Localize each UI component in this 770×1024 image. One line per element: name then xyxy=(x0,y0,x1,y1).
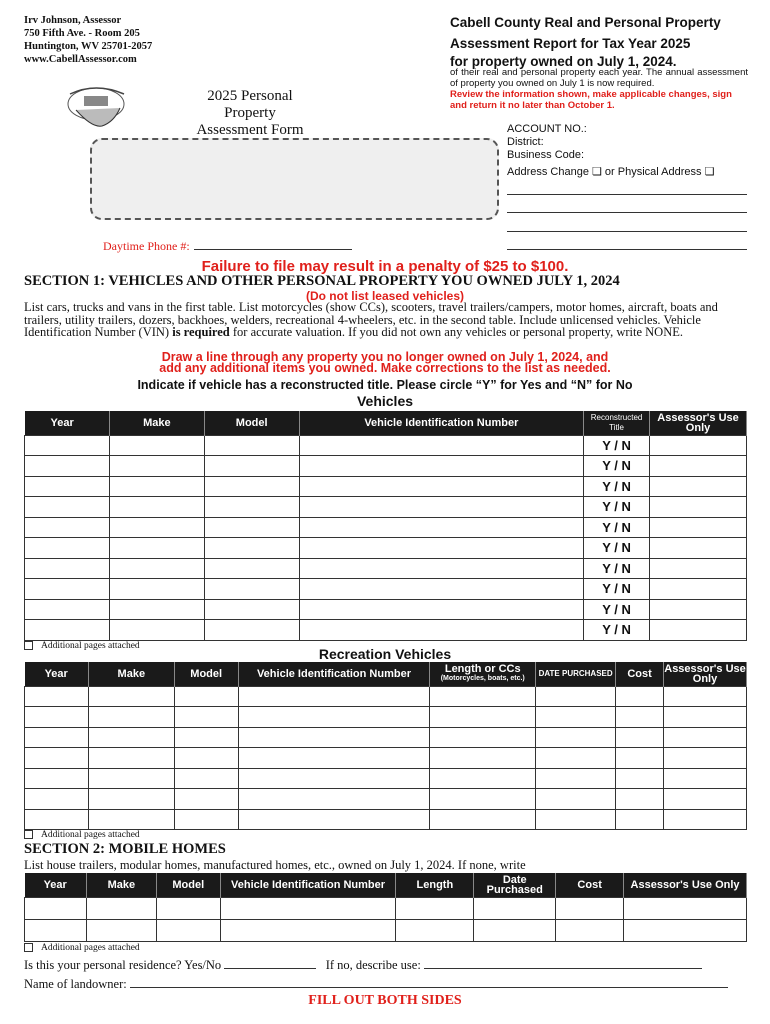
table-cell[interactable] xyxy=(536,768,616,789)
table-cell[interactable] xyxy=(109,558,204,579)
address-line[interactable] xyxy=(507,194,747,195)
report-header xyxy=(450,14,721,71)
table-row xyxy=(25,456,747,477)
no-leased-note: (Do not list leased vehicles) xyxy=(305,289,465,303)
form-title-line: 2025 Personal Property xyxy=(207,88,293,121)
col-header: Model xyxy=(174,662,238,686)
table-cell[interactable] xyxy=(156,919,220,941)
table-row xyxy=(25,789,747,810)
recreation-table-body xyxy=(25,686,747,830)
reconstructed-title-cell[interactable]: Y / N xyxy=(584,476,650,497)
table-row xyxy=(25,558,747,579)
table-row xyxy=(25,727,747,748)
assessor-website-link[interactable]: www.CabellAssessor.com xyxy=(24,54,137,65)
table-cell[interactable] xyxy=(25,748,89,769)
table-cell[interactable] xyxy=(616,686,664,707)
reconstructed-title-cell[interactable]: Y / N xyxy=(584,456,650,477)
reconstructed-title-cell[interactable]: Y / N xyxy=(584,497,650,518)
col-header: Vehicle Identification Number xyxy=(299,411,583,435)
recreation-title: Recreation Vehicles xyxy=(318,646,452,662)
additional-pages-label: Additional pages attached xyxy=(41,943,140,953)
table-cell[interactable] xyxy=(88,789,174,810)
additional-pages-checkbox-row[interactable] xyxy=(24,830,140,840)
personal-residence-question: Is this your personal residence? Yes/No xyxy=(24,958,222,972)
vehicles-title: Vehicles xyxy=(356,393,414,409)
table-row xyxy=(25,707,747,728)
table-cell[interactable] xyxy=(430,727,536,748)
col-header: Model xyxy=(156,873,220,897)
table-cell[interactable] xyxy=(616,748,664,769)
header-line: for property owned on July 1, 2024. xyxy=(450,54,677,69)
draw-line-notice xyxy=(0,352,770,374)
mobile-homes-table xyxy=(24,873,747,942)
table-cell[interactable] xyxy=(25,686,89,707)
section1-instructions xyxy=(24,301,749,339)
phone-input-line[interactable] xyxy=(194,239,352,250)
table-cell[interactable] xyxy=(204,620,299,641)
table-cell[interactable] xyxy=(109,476,204,497)
header-line: Cabell County Real and Personal Property xyxy=(450,15,721,30)
reconstructed-title-cell[interactable]: Y / N xyxy=(584,517,650,538)
table-row xyxy=(25,686,747,707)
table-cell[interactable] xyxy=(109,579,204,600)
table-cell[interactable] xyxy=(536,686,616,707)
table-cell[interactable] xyxy=(624,897,747,919)
assessor-line: 750 Fifth Ave. - Room 205 xyxy=(24,28,140,39)
table-cell[interactable] xyxy=(25,789,89,810)
fill-out-both-sides: FILL OUT BOTH SIDES xyxy=(308,993,462,1008)
table-cell[interactable] xyxy=(536,727,616,748)
table-cell[interactable] xyxy=(109,497,204,518)
residence-questions xyxy=(24,958,728,992)
draw-line-text: add any additional items you owned. Make corrections to the list as needed. xyxy=(159,361,611,375)
table-cell[interactable] xyxy=(299,620,583,641)
table-cell[interactable] xyxy=(174,707,238,728)
form-title-line: Assessment Form xyxy=(196,122,304,138)
col-header: Make xyxy=(86,873,156,897)
table-cell[interactable] xyxy=(299,599,583,620)
table-cell[interactable] xyxy=(430,768,536,789)
address-line[interactable] xyxy=(507,212,747,213)
table-cell[interactable] xyxy=(299,435,583,456)
col-header: Date Purchased xyxy=(474,873,556,897)
account-info xyxy=(507,123,714,179)
recreation-table xyxy=(24,662,747,830)
table-cell[interactable] xyxy=(109,620,204,641)
table-cell[interactable] xyxy=(109,538,204,559)
reconstructed-title-cell[interactable]: Y / N xyxy=(584,538,650,559)
county-seal-logo xyxy=(62,80,132,130)
review-notice: Review the information shown, make applicable changes, sign and return it no later than October 1. xyxy=(450,89,732,111)
table-cell[interactable] xyxy=(536,789,616,810)
table-row xyxy=(25,517,747,538)
table-cell[interactable] xyxy=(220,919,396,941)
reconstructed-title-cell[interactable]: Y / N xyxy=(584,579,650,600)
table-cell[interactable] xyxy=(109,456,204,477)
table-cell[interactable] xyxy=(299,456,583,477)
table-row xyxy=(25,476,747,497)
table-cell[interactable] xyxy=(204,558,299,579)
address-line[interactable] xyxy=(507,249,747,250)
table-cell[interactable] xyxy=(109,599,204,620)
table-row xyxy=(25,599,747,620)
additional-pages-checkbox-row[interactable] xyxy=(24,943,140,953)
table-cell[interactable] xyxy=(25,579,110,600)
table-cell[interactable] xyxy=(650,579,747,600)
table-cell[interactable] xyxy=(650,599,747,620)
assessor-line: Huntington, WV 25701-2057 xyxy=(24,41,153,52)
daytime-phone-field[interactable] xyxy=(103,239,352,254)
business-code-label: Business Code: xyxy=(507,149,585,161)
table-cell[interactable] xyxy=(174,748,238,769)
table-cell[interactable] xyxy=(25,809,89,830)
col-header: Year xyxy=(25,411,110,435)
instructions-emphasis: is required xyxy=(172,325,230,339)
form-title xyxy=(180,88,320,139)
mailing-address-box xyxy=(90,138,499,220)
account-no-label: ACCOUNT NO.: xyxy=(507,123,587,135)
table-cell[interactable] xyxy=(650,476,747,497)
table-cell[interactable] xyxy=(25,497,110,518)
col-header: Make xyxy=(109,411,204,435)
section2-instructions: List house trailers, modular homes, manufactured homes, etc., owned on July 1, 2024. If none, write xyxy=(24,858,526,872)
table-cell[interactable] xyxy=(536,707,616,728)
table-cell[interactable] xyxy=(204,538,299,559)
landowner-label: Name of landowner: xyxy=(24,977,127,991)
table-cell[interactable] xyxy=(664,809,747,830)
table-cell[interactable] xyxy=(396,919,474,941)
table-cell[interactable] xyxy=(220,897,396,919)
table-row xyxy=(25,897,747,919)
table-cell[interactable] xyxy=(664,707,747,728)
table-cell[interactable] xyxy=(238,748,430,769)
table-row xyxy=(25,768,747,789)
col-header: DATE PURCHASED xyxy=(536,662,616,686)
section2-title: SECTION 2: MOBILE HOMES xyxy=(24,841,226,857)
table-cell[interactable] xyxy=(156,897,220,919)
table-cell[interactable] xyxy=(238,768,430,789)
table-cell[interactable] xyxy=(299,538,583,559)
table-cell[interactable] xyxy=(174,809,238,830)
table-cell[interactable] xyxy=(25,707,89,728)
table-cell[interactable] xyxy=(616,768,664,789)
header-line: Assessment Report for Tax Year 2025 xyxy=(450,36,691,51)
col-header: Model xyxy=(204,411,299,435)
table-cell[interactable] xyxy=(174,789,238,810)
table-cell[interactable] xyxy=(86,919,156,941)
table-cell[interactable] xyxy=(430,748,536,769)
table-cell[interactable] xyxy=(204,476,299,497)
table-cell[interactable] xyxy=(624,919,747,941)
table-cell[interactable] xyxy=(536,809,616,830)
table-cell[interactable] xyxy=(536,748,616,769)
table-cell[interactable] xyxy=(238,686,430,707)
table-cell[interactable] xyxy=(238,707,430,728)
table-cell[interactable] xyxy=(174,686,238,707)
col-header: Assessor's Use Only xyxy=(650,411,747,435)
table-cell[interactable] xyxy=(556,919,624,941)
col-header: Vehicle Identification Number xyxy=(220,873,396,897)
table-row xyxy=(25,579,747,600)
instructions-text: for accurate valuation. If you did not own any vehicles or personal property, write NONE. xyxy=(229,325,683,339)
table-cell[interactable] xyxy=(88,809,174,830)
table-cell[interactable] xyxy=(299,517,583,538)
table-cell[interactable] xyxy=(238,727,430,748)
col-header: Cost xyxy=(616,662,664,686)
table-cell[interactable] xyxy=(25,620,110,641)
col-header: Year xyxy=(25,873,87,897)
table-row xyxy=(25,435,747,456)
table-cell[interactable] xyxy=(25,897,87,919)
table-cell[interactable] xyxy=(396,897,474,919)
table-cell[interactable] xyxy=(650,456,747,477)
landowner-input[interactable] xyxy=(130,977,728,988)
table-row xyxy=(25,809,747,830)
table-cell[interactable] xyxy=(650,558,747,579)
district-label: District: xyxy=(507,136,544,148)
table-cell[interactable] xyxy=(474,919,556,941)
table-cell[interactable] xyxy=(25,558,110,579)
length-label: Length or CCs xyxy=(444,662,521,675)
table-cell[interactable] xyxy=(204,435,299,456)
personal-residence-input[interactable] xyxy=(224,958,316,969)
table-cell[interactable] xyxy=(664,768,747,789)
reconstructed-title-cell[interactable]: Y / N xyxy=(584,620,650,641)
table-cell[interactable] xyxy=(474,897,556,919)
table-cell[interactable] xyxy=(616,789,664,810)
address-change-options[interactable]: Address Change ❏ or Physical Address ❏ xyxy=(507,166,715,178)
table-cell[interactable] xyxy=(88,707,174,728)
additional-pages-label: Additional pages attached xyxy=(41,641,140,651)
table-cell[interactable] xyxy=(174,727,238,748)
assessor-address xyxy=(24,14,152,66)
table-cell[interactable] xyxy=(109,435,204,456)
intro-text xyxy=(450,67,748,111)
table-cell[interactable] xyxy=(650,538,747,559)
col-header: Assessor's Use Only xyxy=(624,873,747,897)
table-cell[interactable] xyxy=(25,919,87,941)
table-cell[interactable] xyxy=(204,579,299,600)
table-cell[interactable] xyxy=(25,517,110,538)
table-row xyxy=(25,497,747,518)
instructions-text: List cars, trucks and vans in the first table. List motorcycles (show CCs), scooters, travel trailers/campers, motor homes, aircraft, boats and trailers, utility trailers, dozers, backhoes, welders, recreational 4-wheelers, etc. in the second table. Include unlicensed vehicles. Vehicle Identification Number (VIN) xyxy=(24,300,718,339)
table-cell[interactable] xyxy=(238,789,430,810)
table-cell[interactable] xyxy=(664,686,747,707)
table-cell[interactable] xyxy=(86,897,156,919)
address-line[interactable] xyxy=(507,231,747,232)
table-cell[interactable] xyxy=(650,517,747,538)
mobile-homes-table-body xyxy=(25,897,747,941)
table-cell[interactable] xyxy=(25,538,110,559)
table-cell[interactable] xyxy=(556,897,624,919)
table-cell[interactable] xyxy=(88,686,174,707)
table-cell[interactable] xyxy=(650,620,747,641)
penalty-warning: Failure to file may result in a penalty of $25 to $100. xyxy=(201,258,569,275)
col-header: Cost xyxy=(556,873,624,897)
additional-pages-label: Additional pages attached xyxy=(41,830,140,840)
intro-body: of their real and personal property each year. The annual assessment of property you owned on July 1 is now required. xyxy=(450,67,748,89)
table-cell[interactable] xyxy=(299,558,583,579)
table-cell[interactable] xyxy=(430,707,536,728)
table-cell[interactable] xyxy=(299,579,583,600)
col-header: Reconstructed Title xyxy=(584,411,650,435)
table-cell[interactable] xyxy=(616,727,664,748)
table-cell[interactable] xyxy=(430,809,536,830)
table-cell[interactable] xyxy=(616,809,664,830)
table-cell[interactable] xyxy=(25,476,110,497)
col-header: Length xyxy=(396,873,474,897)
table-cell[interactable] xyxy=(204,497,299,518)
table-row xyxy=(25,620,747,641)
table-cell[interactable] xyxy=(238,809,430,830)
col-header: Assessor's Use Only xyxy=(664,662,746,685)
vehicles-table xyxy=(24,411,747,641)
section1-title: SECTION 1: VEHICLES AND OTHER PERSONAL PROPERTY YOU OWNED JULY 1, 2024 xyxy=(24,273,620,289)
table-cell[interactable] xyxy=(25,599,110,620)
reconstructed-title-instruction: Indicate if vehicle has a reconstructed title. Please circle “Y” for Yes and “N” for No xyxy=(137,378,633,392)
table-cell[interactable] xyxy=(430,686,536,707)
table-cell[interactable] xyxy=(88,727,174,748)
length-sublabel: (Motorcycles, boats, etc.) xyxy=(440,674,525,682)
table-cell[interactable] xyxy=(299,497,583,518)
table-cell[interactable] xyxy=(299,476,583,497)
table-cell[interactable] xyxy=(109,517,204,538)
table-cell[interactable] xyxy=(430,789,536,810)
table-row xyxy=(25,919,747,941)
table-cell[interactable] xyxy=(664,789,747,810)
table-cell[interactable] xyxy=(616,707,664,728)
table-cell[interactable] xyxy=(204,599,299,620)
col-header xyxy=(430,662,536,686)
reconstructed-title-cell[interactable]: Y / N xyxy=(584,558,650,579)
table-cell[interactable] xyxy=(204,456,299,477)
table-cell[interactable] xyxy=(650,497,747,518)
table-cell[interactable] xyxy=(664,727,747,748)
table-cell[interactable] xyxy=(650,435,747,456)
table-cell[interactable] xyxy=(88,768,174,789)
checkbox[interactable] xyxy=(24,943,33,952)
table-cell[interactable] xyxy=(25,768,89,789)
checkbox[interactable] xyxy=(24,830,33,839)
vehicles-table-body xyxy=(25,435,747,640)
col-header: Year xyxy=(25,662,89,686)
table-row xyxy=(25,748,747,769)
col-header: Make xyxy=(88,662,174,686)
describe-use-label: If no, describe use: xyxy=(325,958,421,972)
table-cell[interactable] xyxy=(664,748,747,769)
table-cell[interactable] xyxy=(25,435,110,456)
table-row xyxy=(25,538,747,559)
table-cell[interactable] xyxy=(25,456,110,477)
reconstructed-title-cell[interactable]: Y / N xyxy=(584,599,650,620)
assessor-line: Irv Johnson, Assessor xyxy=(24,15,122,26)
table-cell[interactable] xyxy=(204,517,299,538)
table-cell[interactable] xyxy=(88,748,174,769)
table-cell[interactable] xyxy=(174,768,238,789)
col-header: Vehicle Identification Number xyxy=(238,662,430,686)
phone-label: Daytime Phone #: xyxy=(103,239,190,253)
reconstructed-title-cell[interactable]: Y / N xyxy=(584,435,650,456)
table-cell[interactable] xyxy=(25,727,89,748)
describe-use-input[interactable] xyxy=(424,958,702,969)
draw-line-text: Draw a line through any property you no longer owned on July 1, 2024, and xyxy=(161,350,609,364)
